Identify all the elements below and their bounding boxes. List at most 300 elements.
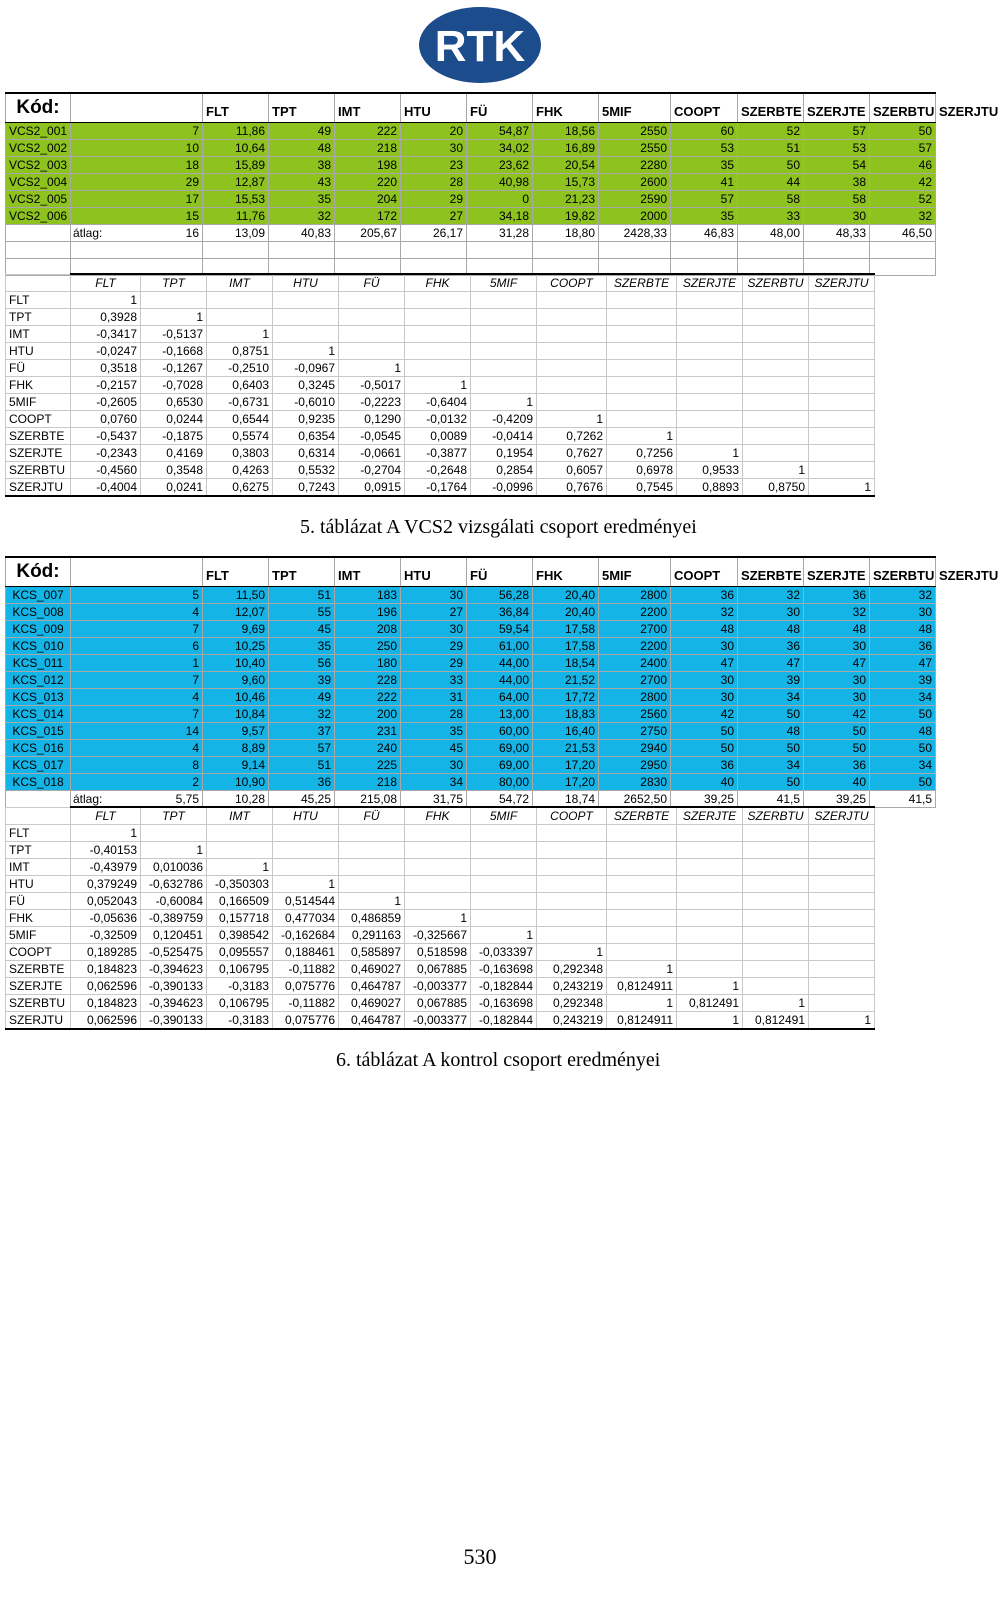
value-cell: 47 [738, 655, 804, 672]
blank-cell [804, 242, 870, 259]
value-cell: 11,86 [203, 123, 269, 140]
correlation-column-header: 5MIF [471, 274, 537, 292]
correlation-row [6, 944, 875, 961]
correlation-value: 1 [141, 842, 207, 859]
correlation-value: 1 [71, 292, 141, 309]
correlation-value: 0,585897 [339, 944, 405, 961]
value-cell: 46 [870, 157, 936, 174]
value-cell: 2280 [599, 157, 671, 174]
blank-cell [273, 825, 339, 842]
column-header: SZERBTE [738, 557, 804, 587]
table-row [6, 157, 936, 174]
correlation-value: -0,32509 [71, 927, 141, 944]
value-cell: 32 [269, 706, 335, 723]
blank-cell [677, 428, 743, 445]
correlation-value: -0,2510 [207, 360, 273, 377]
correlation-column-header: SZERJTE [677, 274, 743, 292]
value-cell: 11,76 [203, 208, 269, 225]
value-cell: 20 [401, 123, 467, 140]
correlation-value: -0,11882 [273, 995, 339, 1012]
correlation-value: 0,514544 [273, 893, 339, 910]
correlation-value: 1 [677, 1012, 743, 1030]
value-cell: 0 [467, 191, 533, 208]
blank-cell [743, 876, 809, 893]
value-cell: 45 [269, 621, 335, 638]
blank-cell [677, 377, 743, 394]
value-cell: 18,83 [533, 706, 599, 723]
correlation-column-header: TPT [141, 274, 207, 292]
value-cell: 30 [804, 689, 870, 706]
correlation-value: 0,7545 [607, 479, 677, 497]
correlation-value: 0,189285 [71, 944, 141, 961]
correlation-value: 0,3928 [71, 309, 141, 326]
blank-cell [141, 292, 207, 309]
correlation-value: 0,010036 [141, 859, 207, 876]
correlation-value: 0,486859 [339, 910, 405, 927]
value-cell: 30 [804, 672, 870, 689]
blank-cell [607, 292, 677, 309]
blank-cell [809, 445, 875, 462]
blank-cell [743, 978, 809, 995]
column-header: FLT [203, 93, 269, 123]
blank-cell [809, 859, 875, 876]
correlation-value: -0,6010 [273, 394, 339, 411]
correlation-value: 1 [71, 825, 141, 842]
value-cell: 222 [335, 689, 401, 706]
column-header: FÜ [467, 93, 533, 123]
value-cell: 30 [401, 140, 467, 157]
correlation-value: -0,389759 [141, 910, 207, 927]
column-header: SZERBTU [870, 93, 936, 123]
blank-cell [405, 876, 471, 893]
value-cell: 34 [870, 689, 936, 706]
value-cell: 47 [671, 655, 738, 672]
correlation-value: -0,0967 [273, 360, 339, 377]
correlation-row [6, 1012, 875, 1030]
correlation-row-label: SZERBTE [6, 428, 71, 445]
value-cell: 17 [71, 191, 203, 208]
table-row [6, 174, 936, 191]
value-cell: 9,60 [203, 672, 269, 689]
correlation-value: 0,062596 [71, 978, 141, 995]
correlation-row [6, 394, 875, 411]
value-cell: 4 [71, 604, 203, 621]
correlation-column-header: 5MIF [471, 807, 537, 825]
correlation-column-header: SZERJTE [677, 807, 743, 825]
value-cell: 29 [401, 191, 467, 208]
value-cell: 228 [335, 672, 401, 689]
value-cell: 50 [671, 740, 738, 757]
value-cell: 34 [738, 689, 804, 706]
value-cell: 58 [738, 191, 804, 208]
blank-cell [6, 791, 71, 808]
value-cell: 30 [401, 757, 467, 774]
correlation-row-label: FLT [6, 292, 71, 309]
correlation-value: -0,003377 [405, 1012, 471, 1030]
correlation-value: -0,40153 [71, 842, 141, 859]
blank-cell [677, 309, 743, 326]
correlation-row-label: COOPT [6, 411, 71, 428]
value-cell: 11,50 [203, 587, 269, 604]
correlation-column-header: HTU [273, 274, 339, 292]
average-value: 10,28 [203, 791, 269, 808]
correlation-column-header: SZERJTU [809, 274, 875, 292]
blank-cell [809, 326, 875, 343]
value-cell: 10,46 [203, 689, 269, 706]
blank-cell [471, 292, 537, 309]
blank-cell [809, 893, 875, 910]
correlation-value: 1 [537, 411, 607, 428]
correlation-row [6, 343, 875, 360]
correlation-value: 0,6978 [607, 462, 677, 479]
value-cell: 17,20 [533, 757, 599, 774]
value-cell: 48 [870, 621, 936, 638]
row-id: VCS2_005 [6, 191, 71, 208]
correlation-value: -0,2343 [71, 445, 141, 462]
blank-cell [533, 242, 599, 259]
correlation-value: 0,166509 [207, 893, 273, 910]
correlation-row [6, 360, 875, 377]
blank-cell [870, 259, 936, 276]
blank-cell [537, 842, 607, 859]
blank-cell [537, 927, 607, 944]
value-cell: 222 [335, 123, 401, 140]
value-cell: 7 [71, 123, 203, 140]
value-cell: 10,64 [203, 140, 269, 157]
value-cell: 23,62 [467, 157, 533, 174]
correlation-column-header: FHK [405, 274, 471, 292]
correlation-value: -0,003377 [405, 978, 471, 995]
average-value: 2652,50 [599, 791, 671, 808]
correlation-value: 0,2854 [471, 462, 537, 479]
value-cell: 10,25 [203, 638, 269, 655]
blank-cell [743, 309, 809, 326]
value-cell: 9,69 [203, 621, 269, 638]
value-cell: 42 [804, 706, 870, 723]
correlation-row-label: SZERBTU [6, 995, 71, 1012]
value-cell: 36,84 [467, 604, 533, 621]
value-cell: 42 [671, 706, 738, 723]
correlation-value: 0,6544 [207, 411, 273, 428]
blank-cell [405, 859, 471, 876]
table-header-row: Kód: FLT TPT IMT HTU FÜ FHK 5MIF COOPT SZERBTE SZERJTE SZERBTU SZERJTU [6, 93, 936, 123]
correlation-value: 0,7262 [537, 428, 607, 445]
value-cell: 13,00 [467, 706, 533, 723]
correlation-value: 0,292348 [537, 995, 607, 1012]
column-header: SZERJTE [804, 93, 870, 123]
value-cell: 20,40 [533, 587, 599, 604]
blank-cell [809, 927, 875, 944]
blank-cell [671, 242, 738, 259]
value-cell: 2000 [599, 208, 671, 225]
correlation-value: -0,0545 [339, 428, 405, 445]
table-caption-6: 6. táblázat A kontrol csoport eredményei [336, 1049, 661, 1071]
value-cell: 15,89 [203, 157, 269, 174]
table-row [6, 706, 936, 723]
blank-cell [809, 377, 875, 394]
blank-cell [537, 343, 607, 360]
blank-cell [743, 360, 809, 377]
correlation-value: 1 [273, 343, 339, 360]
correlation-value: -0,3183 [207, 978, 273, 995]
value-cell: 2950 [599, 757, 671, 774]
average-value: 40,83 [269, 225, 335, 242]
header-spacer [71, 557, 203, 587]
correlation-value: 0,3518 [71, 360, 141, 377]
value-cell: 36 [738, 638, 804, 655]
correlation-row-label: FLT [6, 825, 71, 842]
correlation-row-label: SZERJTU [6, 1012, 71, 1030]
row-id: VCS2_006 [6, 208, 71, 225]
table-header-row: Kód: FLT TPT IMT HTU FÜ FHK 5MIF COOPT SZERBTE SZERJTE SZERBTU SZERJTU [6, 557, 936, 587]
correlation-value: 0,518598 [405, 944, 471, 961]
value-cell: 208 [335, 621, 401, 638]
value-cell: 36 [804, 587, 870, 604]
value-cell: 9,57 [203, 723, 269, 740]
blank-cell [677, 910, 743, 927]
blank-cell [405, 326, 471, 343]
value-cell: 183 [335, 587, 401, 604]
value-cell: 2400 [599, 655, 671, 672]
blank-cell [6, 225, 71, 242]
value-cell: 50 [738, 740, 804, 757]
correlation-value: 0,3803 [207, 445, 273, 462]
average-value: 215,08 [335, 791, 401, 808]
value-cell: 218 [335, 774, 401, 791]
value-cell: 1 [71, 655, 203, 672]
blank-cell [405, 309, 471, 326]
blank-cell [809, 910, 875, 927]
correlation-row [6, 910, 875, 927]
correlation-value: 0,106795 [207, 961, 273, 978]
correlation-value: -0,182844 [471, 1012, 537, 1030]
blank-cell [269, 242, 335, 259]
correlation-value: -0,033397 [471, 944, 537, 961]
value-cell: 52 [870, 191, 936, 208]
value-cell: 35 [401, 723, 467, 740]
blank-cell [607, 377, 677, 394]
correlation-value: 1 [141, 309, 207, 326]
correlation-value: 0,075776 [273, 978, 339, 995]
blank-cell [743, 292, 809, 309]
blank-cell [677, 876, 743, 893]
correlation-column-header: SZERBTU [743, 807, 809, 825]
value-cell: 10,84 [203, 706, 269, 723]
column-header: IMT [335, 557, 401, 587]
value-cell: 7 [71, 706, 203, 723]
blank-cell [339, 842, 405, 859]
correlation-value: 0,6057 [537, 462, 607, 479]
value-cell: 54 [804, 157, 870, 174]
blank-cell [677, 326, 743, 343]
value-cell: 35 [269, 638, 335, 655]
correlation-column-header: COOPT [537, 807, 607, 825]
correlation-value: 0,8751 [207, 343, 273, 360]
blank-cell [207, 309, 273, 326]
blank-cell [537, 292, 607, 309]
value-cell: 31 [401, 689, 467, 706]
kod-header: Kód: [6, 93, 71, 123]
value-cell: 51 [738, 140, 804, 157]
correlation-value: -0,0414 [471, 428, 537, 445]
correlation-value: -0,162684 [273, 927, 339, 944]
table-row [6, 757, 936, 774]
value-cell: 29 [401, 638, 467, 655]
value-cell: 17,72 [533, 689, 599, 706]
value-cell: 2800 [599, 587, 671, 604]
correlation-row [6, 428, 875, 445]
correlation-value: -0,4209 [471, 411, 537, 428]
correlation-column-header: FLT [71, 807, 141, 825]
correlation-value: 1 [809, 1012, 875, 1030]
vcs2-data-table [5, 92, 998, 276]
value-cell: 16,40 [533, 723, 599, 740]
correlation-value: 0,4169 [141, 445, 207, 462]
value-cell: 27 [401, 604, 467, 621]
value-cell: 2800 [599, 689, 671, 706]
blank-cell [339, 343, 405, 360]
value-cell: 56,28 [467, 587, 533, 604]
value-cell: 50 [870, 740, 936, 757]
value-cell: 2600 [599, 174, 671, 191]
blank-cell [273, 292, 339, 309]
value-cell: 30 [401, 587, 467, 604]
value-cell: 32 [804, 604, 870, 621]
blank-cell [607, 343, 677, 360]
correlation-value: -0,0132 [405, 411, 471, 428]
correlation-row-label: HTU [6, 876, 71, 893]
table-row [6, 740, 936, 757]
value-cell: 32 [870, 208, 936, 225]
correlation-value: 0,075776 [273, 1012, 339, 1030]
correlation-value: 0,812491 [743, 1012, 809, 1030]
correlation-column-header: FHK [405, 807, 471, 825]
correlation-value: -0,1668 [141, 343, 207, 360]
value-cell: 49 [269, 123, 335, 140]
correlation-value: -0,2157 [71, 377, 141, 394]
correlation-row [6, 876, 875, 893]
correlation-row-label: FHK [6, 377, 71, 394]
blank-cell [607, 326, 677, 343]
blank-cell [743, 944, 809, 961]
correlation-row-label: 5MIF [6, 394, 71, 411]
table-row [6, 774, 936, 791]
correlation-value: -0,3183 [207, 1012, 273, 1030]
blank-cell [207, 292, 273, 309]
blank-cell [467, 242, 533, 259]
correlation-value: 0,8124911 [607, 978, 677, 995]
value-cell: 2750 [599, 723, 671, 740]
blank-cell [405, 842, 471, 859]
correlation-row-label: IMT [6, 859, 71, 876]
value-cell: 64,00 [467, 689, 533, 706]
correlation-value: 0,062596 [71, 1012, 141, 1030]
value-cell: 50 [870, 706, 936, 723]
value-cell: 50 [671, 723, 738, 740]
blank-cell [743, 445, 809, 462]
value-cell: 2200 [599, 638, 671, 655]
value-cell: 36 [269, 774, 335, 791]
header-spacer [71, 93, 203, 123]
blank-cell [471, 876, 537, 893]
correlation-value: -0,3877 [405, 445, 471, 462]
correlation-value: -0,182844 [471, 978, 537, 995]
blank-cell [870, 242, 936, 259]
value-cell: 204 [335, 191, 401, 208]
value-cell: 2940 [599, 740, 671, 757]
table-row [6, 191, 936, 208]
value-cell: 10,40 [203, 655, 269, 672]
blank-cell [743, 893, 809, 910]
column-header: 5MIF [599, 93, 671, 123]
blank-cell [339, 326, 405, 343]
correlation-value: -0,5437 [71, 428, 141, 445]
value-cell: 39 [269, 672, 335, 689]
value-cell: 35 [269, 191, 335, 208]
value-cell: 45 [401, 740, 467, 757]
correlation-row-label: FÜ [6, 360, 71, 377]
correlation-value: 1 [405, 910, 471, 927]
correlation-row-label: SZERJTU [6, 479, 71, 497]
blank-cell [809, 842, 875, 859]
blank-cell [809, 428, 875, 445]
kod-header: Kód: [6, 557, 71, 587]
blank-cell [809, 825, 875, 842]
value-cell: 16,89 [533, 140, 599, 157]
correlation-value: -0,2648 [405, 462, 471, 479]
value-cell: 19,82 [533, 208, 599, 225]
value-cell: 2700 [599, 672, 671, 689]
blank-cell [6, 242, 71, 259]
blank-cell [471, 910, 537, 927]
value-cell: 50 [870, 774, 936, 791]
blank-cell [471, 360, 537, 377]
correlation-row-label: HTU [6, 343, 71, 360]
correlation-row [6, 995, 875, 1012]
blank-cell [743, 411, 809, 428]
blank-cell [809, 309, 875, 326]
blank-cell [743, 910, 809, 927]
correlation-column-header: IMT [207, 274, 273, 292]
value-cell: 44,00 [467, 655, 533, 672]
row-id: KCS_016 [6, 740, 71, 757]
blank-cell [607, 309, 677, 326]
correlation-value: 0,095557 [207, 944, 273, 961]
blank-cell [471, 326, 537, 343]
blank-cell [471, 859, 537, 876]
blank-cell [743, 825, 809, 842]
value-cell: 30 [738, 604, 804, 621]
average-row [6, 225, 936, 242]
value-cell: 15,73 [533, 174, 599, 191]
value-cell: 34 [870, 757, 936, 774]
correlation-row-label: FHK [6, 910, 71, 927]
blank-cell [405, 825, 471, 842]
blank-cell [743, 394, 809, 411]
correlation-value: 0,052043 [71, 893, 141, 910]
average-label [71, 225, 203, 242]
blank-cell [677, 411, 743, 428]
blank-cell [677, 859, 743, 876]
value-cell: 42 [870, 174, 936, 191]
value-cell: 18 [71, 157, 203, 174]
correlation-value: 0,067885 [405, 995, 471, 1012]
table-row [6, 638, 936, 655]
correlation-value: 0,464787 [339, 1012, 405, 1030]
value-cell: 28 [401, 706, 467, 723]
blank-cell [809, 961, 875, 978]
correlation-row-label: SZERBTE [6, 961, 71, 978]
